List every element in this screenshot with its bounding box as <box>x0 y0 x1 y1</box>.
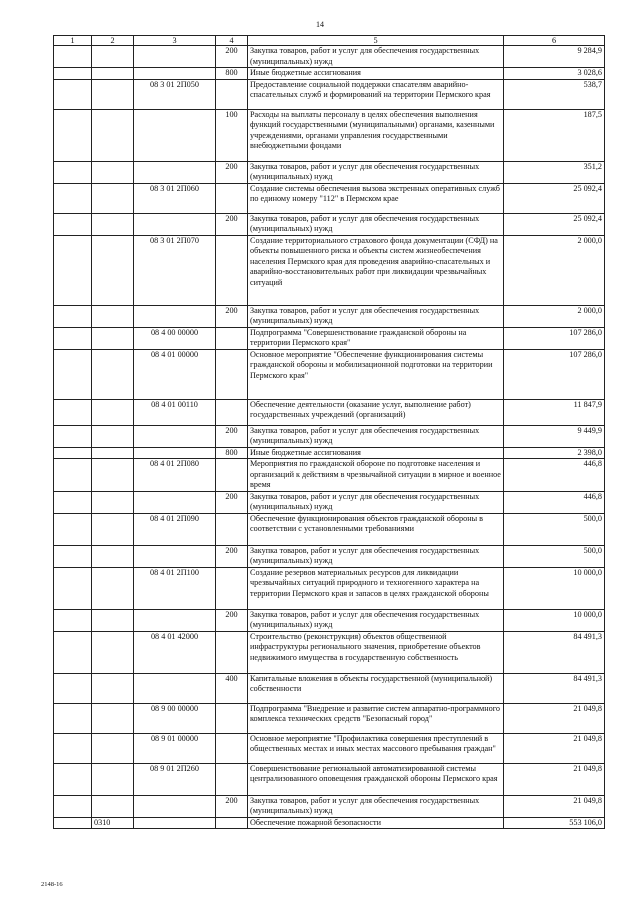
item-sum: 2 398,0 <box>504 447 605 459</box>
expense-type-code <box>216 733 248 763</box>
col-header-1: 1 <box>54 36 92 46</box>
item-name: Совершенствование региональной автоматизированной системы централизованного оповещения гражданской обороны Пермского края <box>248 763 504 795</box>
col-header-4: 4 <box>216 36 248 46</box>
table-row <box>54 567 605 609</box>
target-article-code: 08 4 00 00000 <box>134 327 216 349</box>
item-name: Закупка товаров, работ и услуг для обеспечения государственных (муниципальных) нужд <box>248 545 504 567</box>
item-name: Иные бюджетные ассигнования <box>248 447 504 459</box>
item-sum: 9 284,9 <box>504 46 605 68</box>
item-sum: 187,5 <box>504 109 605 161</box>
item-sum: 2 000,0 <box>504 235 605 305</box>
table-row <box>54 673 605 703</box>
target-article-code: 08 3 01 2П070 <box>134 235 216 305</box>
col1-cell <box>54 733 92 763</box>
section-code <box>92 609 134 631</box>
col1-cell <box>54 763 92 795</box>
item-name: Создание резервов материальных ресурсов для ликвидации чрезвычайных ситуаций природного и техногенного характера на территории Пермского края и запасов в целях гражданской обороны <box>248 567 504 609</box>
table-row <box>54 399 605 425</box>
item-name: Закупка товаров, работ и услуг для обеспечения государственных (муниципальных) нужд <box>248 609 504 631</box>
table-body <box>54 46 605 829</box>
section-code: 0310 <box>92 817 134 829</box>
item-name: Основное мероприятие "Профилактика совершения преступлений в общественных местах и иных местах массового пребывания граждан" <box>248 733 504 763</box>
item-sum: 21 049,8 <box>504 795 605 817</box>
item-sum: 21 049,8 <box>504 733 605 763</box>
item-name: Обеспечение функционирования объектов гражданской обороны в соответствии с установленными требованиями <box>248 513 504 545</box>
item-name: Создание системы обеспечения вызова экстренных оперативных служб по единому номеру "112" в Пермском крае <box>248 183 504 213</box>
col1-cell <box>54 213 92 235</box>
table-row <box>54 213 605 235</box>
item-sum: 25 092,4 <box>504 183 605 213</box>
section-code <box>92 305 134 327</box>
col-header-5: 5 <box>248 36 504 46</box>
target-article-code: 08 9 01 2П260 <box>134 763 216 795</box>
target-article-code: 08 9 01 00000 <box>134 733 216 763</box>
target-article-code <box>134 161 216 183</box>
col1-cell <box>54 399 92 425</box>
item-sum: 21 049,8 <box>504 763 605 795</box>
header-row <box>54 36 605 46</box>
section-code <box>92 631 134 673</box>
section-code <box>92 447 134 459</box>
table-row <box>54 79 605 109</box>
item-name: Подпрограмма "Совершенствование гражданской обороны на территории Пермского края" <box>248 327 504 349</box>
item-sum: 9 449,9 <box>504 425 605 447</box>
item-sum: 500,0 <box>504 545 605 567</box>
col1-cell <box>54 183 92 213</box>
col-header-6: 6 <box>504 36 605 46</box>
section-code <box>92 161 134 183</box>
table-row <box>54 545 605 567</box>
section-code <box>92 327 134 349</box>
target-article-code <box>134 109 216 161</box>
table-row <box>54 447 605 459</box>
expense-type-code: 200 <box>216 161 248 183</box>
target-article-code: 08 4 01 42000 <box>134 631 216 673</box>
section-code <box>92 733 134 763</box>
target-article-code <box>134 817 216 829</box>
table-row <box>54 349 605 399</box>
section-code <box>92 68 134 80</box>
item-name: Капитальные вложения в объекты государственной (муниципальной) собственности <box>248 673 504 703</box>
target-article-code <box>134 68 216 80</box>
item-sum: 500,0 <box>504 513 605 545</box>
target-article-code: 08 4 01 00110 <box>134 399 216 425</box>
section-code <box>92 349 134 399</box>
item-name: Закупка товаров, работ и услуг для обеспечения государственных (муниципальных) нужд <box>248 161 504 183</box>
item-name: Закупка товаров, работ и услуг для обеспечения государственных (муниципальных) нужд <box>248 213 504 235</box>
expense-type-code <box>216 567 248 609</box>
table-row <box>54 795 605 817</box>
col1-cell <box>54 609 92 631</box>
item-sum: 538,7 <box>504 79 605 109</box>
target-article-code <box>134 447 216 459</box>
item-name: Мероприятия по гражданской обороне по подготовке населения и организаций к действиям в чрезвычайной ситуации в мирное и военное время <box>248 459 504 492</box>
col1-cell <box>54 161 92 183</box>
page-number: 14 <box>316 20 324 29</box>
item-sum: 2 000,0 <box>504 305 605 327</box>
col1-cell <box>54 46 92 68</box>
section-code <box>92 235 134 305</box>
expense-type-code: 200 <box>216 795 248 817</box>
section-code <box>92 425 134 447</box>
expense-type-code <box>216 817 248 829</box>
col1-cell <box>54 305 92 327</box>
item-sum: 25 092,4 <box>504 213 605 235</box>
col1-cell <box>54 795 92 817</box>
table-row <box>54 109 605 161</box>
expense-type-code <box>216 703 248 733</box>
target-article-code <box>134 213 216 235</box>
expense-type-code <box>216 631 248 673</box>
table-row <box>54 459 605 492</box>
table-row <box>54 703 605 733</box>
table-row <box>54 68 605 80</box>
section-code <box>92 213 134 235</box>
col1-cell <box>54 68 92 80</box>
col1-cell <box>54 567 92 609</box>
target-article-code: 08 4 01 00000 <box>134 349 216 399</box>
section-code <box>92 109 134 161</box>
target-article-code: 08 9 00 00000 <box>134 703 216 733</box>
item-name: Расходы на выплаты персоналу в целях обеспечения выполнения функций государственными (муниципальными) органами, казенными учреждениями, органами управления государственными внебюджетными фондами <box>248 109 504 161</box>
expense-type-code <box>216 183 248 213</box>
target-article-code <box>134 673 216 703</box>
table-row <box>54 161 605 183</box>
section-code <box>92 491 134 513</box>
table-row <box>54 46 605 68</box>
item-name: Закупка товаров, работ и услуг для обеспечения государственных (муниципальных) нужд <box>248 795 504 817</box>
section-code <box>92 703 134 733</box>
expense-type-code: 200 <box>216 305 248 327</box>
expense-type-code: 200 <box>216 609 248 631</box>
item-name: Обеспечение деятельности (оказание услуг, выполнение работ) государственных учреждений (организаций) <box>248 399 504 425</box>
col1-cell <box>54 327 92 349</box>
target-article-code <box>134 609 216 631</box>
item-name: Закупка товаров, работ и услуг для обеспечения государственных (муниципальных) нужд <box>248 491 504 513</box>
table-row <box>54 491 605 513</box>
expense-type-code: 200 <box>216 545 248 567</box>
section-code <box>92 399 134 425</box>
table-row <box>54 513 605 545</box>
col1-cell <box>54 513 92 545</box>
target-article-code <box>134 491 216 513</box>
target-article-code <box>134 425 216 447</box>
table-row <box>54 763 605 795</box>
table-row <box>54 733 605 763</box>
item-name: Иные бюджетные ассигнования <box>248 68 504 80</box>
expense-type-code: 200 <box>216 213 248 235</box>
col-header-2: 2 <box>92 36 134 46</box>
item-sum: 107 286,0 <box>504 327 605 349</box>
target-article-code: 08 4 01 2П090 <box>134 513 216 545</box>
item-name: Создание территориального страхового фонда документации (СФД) на объекты повышенного риска и объекты систем жизнеобеспечения населения Пермского края для проведения аварийно-спасательных и аварийно-восстановительных работ при ликвидации чрезвычайных ситуаций <box>248 235 504 305</box>
item-sum: 446,8 <box>504 459 605 492</box>
target-article-code <box>134 795 216 817</box>
expense-type-code <box>216 513 248 545</box>
table-row <box>54 327 605 349</box>
target-article-code: 08 3 01 2П050 <box>134 79 216 109</box>
expense-type-code: 200 <box>216 491 248 513</box>
item-sum: 21 049,8 <box>504 703 605 733</box>
item-name: Закупка товаров, работ и услуг для обеспечения государственных (муниципальных) нужд <box>248 425 504 447</box>
section-code <box>92 46 134 68</box>
section-code <box>92 795 134 817</box>
item-sum: 3 028,6 <box>504 68 605 80</box>
table-row <box>54 235 605 305</box>
table-row <box>54 631 605 673</box>
col1-cell <box>54 447 92 459</box>
col1-cell <box>54 79 92 109</box>
expense-type-code <box>216 235 248 305</box>
col1-cell <box>54 349 92 399</box>
target-article-code: 08 3 01 2П060 <box>134 183 216 213</box>
target-article-code <box>134 305 216 327</box>
col1-cell <box>54 631 92 673</box>
expense-type-code <box>216 327 248 349</box>
target-article-code: 08 4 01 2П100 <box>134 567 216 609</box>
col1-cell <box>54 545 92 567</box>
expense-type-code <box>216 763 248 795</box>
expense-type-code: 800 <box>216 68 248 80</box>
expense-type-code: 100 <box>216 109 248 161</box>
expense-type-code <box>216 459 248 492</box>
item-name: Основное мероприятие "Обеспечение функционирования системы гражданской обороны и мобилизационной подготовки на территории Пермского края" <box>248 349 504 399</box>
expense-type-code: 200 <box>216 46 248 68</box>
item-name: Закупка товаров, работ и услуг для обеспечения государственных (муниципальных) нужд <box>248 305 504 327</box>
item-sum: 553 106,0 <box>504 817 605 829</box>
table-row <box>54 183 605 213</box>
item-name: Предоставление социальной поддержки спасателям аварийно-спасательных служб и формирований на территории Пермского края <box>248 79 504 109</box>
col1-cell <box>54 673 92 703</box>
budget-table <box>53 35 605 829</box>
table-row <box>54 609 605 631</box>
col1-cell <box>54 491 92 513</box>
section-code <box>92 545 134 567</box>
item-sum: 107 286,0 <box>504 349 605 399</box>
col1-cell <box>54 459 92 492</box>
item-sum: 10 000,0 <box>504 567 605 609</box>
item-sum: 84 491,3 <box>504 673 605 703</box>
expense-type-code: 200 <box>216 425 248 447</box>
col1-cell <box>54 425 92 447</box>
footer-code: 2148-16 <box>41 881 63 888</box>
section-code <box>92 459 134 492</box>
section-code <box>92 567 134 609</box>
section-code <box>92 183 134 213</box>
expense-type-code <box>216 79 248 109</box>
col1-cell <box>54 109 92 161</box>
table-row <box>54 817 605 829</box>
target-article-code: 08 4 01 2П080 <box>134 459 216 492</box>
section-code <box>92 763 134 795</box>
item-sum: 446,8 <box>504 491 605 513</box>
section-code <box>92 79 134 109</box>
target-article-code <box>134 46 216 68</box>
item-name: Закупка товаров, работ и услуг для обеспечения государственных (муниципальных) нужд <box>248 46 504 68</box>
item-name: Подпрограмма "Внедрение и развитие систем аппаратно-программного комплекса технических средств "Безопасный город" <box>248 703 504 733</box>
expense-type-code <box>216 349 248 399</box>
item-name: Обеспечение пожарной безопасности <box>248 817 504 829</box>
table-row <box>54 305 605 327</box>
section-code <box>92 673 134 703</box>
col1-cell <box>54 235 92 305</box>
item-sum: 351,2 <box>504 161 605 183</box>
item-sum: 10 000,0 <box>504 609 605 631</box>
target-article-code <box>134 545 216 567</box>
col1-cell <box>54 703 92 733</box>
expense-type-code: 400 <box>216 673 248 703</box>
item-sum: 84 491,3 <box>504 631 605 673</box>
expense-type-code: 800 <box>216 447 248 459</box>
item-name: Строительство (реконструкция) объектов общественной инфраструктуры регионального значения, приобретение объектов недвижимого имущества в государственную собственность <box>248 631 504 673</box>
expense-type-code <box>216 399 248 425</box>
col-header-3: 3 <box>134 36 216 46</box>
col1-cell <box>54 817 92 829</box>
table-row <box>54 425 605 447</box>
section-code <box>92 513 134 545</box>
item-sum: 11 847,9 <box>504 399 605 425</box>
